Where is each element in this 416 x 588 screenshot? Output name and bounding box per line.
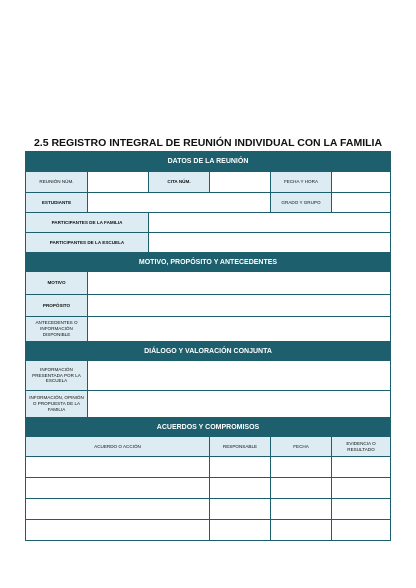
agreement-action-field[interactable] — [26, 478, 209, 498]
background-row — [26, 316, 390, 341]
appointment-number-label: CITA NÚM. — [148, 172, 209, 192]
agreement-date-field[interactable] — [270, 457, 331, 477]
meeting-number-field[interactable] — [87, 172, 148, 192]
agreement-action-field[interactable] — [26, 520, 209, 540]
agreement-action-field[interactable] — [26, 457, 209, 477]
agreement-responsible-field[interactable] — [209, 457, 270, 477]
background-field[interactable] — [87, 317, 390, 341]
section-header-motive: MOTIVO, PROPÓSITO Y ANTECEDENTES — [26, 252, 390, 272]
agreement-date-field[interactable] — [270, 478, 331, 498]
agreements-header-row — [26, 437, 390, 456]
purpose-row — [26, 294, 390, 316]
section-header-dialogue: DIÁLOGO Y VALORACIÓN CONJUNTA — [26, 341, 390, 361]
column-header-evidence: EVIDENCIA O RESULTADO — [331, 437, 390, 456]
student-field[interactable] — [87, 193, 270, 212]
grade-group-label: GRADO Y GRUPO — [270, 193, 331, 212]
meeting-record-form — [25, 151, 391, 541]
agreement-row — [26, 519, 390, 540]
motive-row — [26, 272, 390, 294]
agreement-action-field[interactable] — [26, 499, 209, 519]
school-info-row — [26, 361, 390, 390]
family-participants-row — [26, 212, 390, 232]
column-header-action: ACUERDO O ACCIÓN — [26, 437, 209, 456]
school-info-label: INFORMACIÓN PRESENTADA POR LA ESCUELA — [26, 361, 87, 390]
date-time-label: FECHA Y HORA — [270, 172, 331, 192]
date-time-field[interactable] — [331, 172, 390, 192]
agreement-row — [26, 477, 390, 498]
meeting-number-label: REUNIÓN NÚM. — [26, 172, 87, 192]
student-label: ESTUDIANTE — [26, 193, 87, 212]
school-info-field[interactable] — [87, 361, 390, 390]
agreement-row — [26, 456, 390, 477]
purpose-field[interactable] — [87, 295, 390, 316]
agreements-body — [26, 456, 390, 540]
appointment-number-field[interactable] — [209, 172, 270, 192]
agreement-responsible-field[interactable] — [209, 478, 270, 498]
agreement-responsible-field[interactable] — [209, 520, 270, 540]
family-info-row — [26, 390, 390, 417]
family-participants-field[interactable] — [148, 213, 390, 232]
agreement-date-field[interactable] — [270, 499, 331, 519]
agreement-evidence-field[interactable] — [331, 457, 390, 477]
family-participants-label: PARTICIPANTES DE LA FAMILIA — [26, 213, 148, 232]
purpose-label: PROPÓSITO — [26, 295, 87, 316]
grade-group-field[interactable] — [331, 193, 390, 212]
agreement-evidence-field[interactable] — [331, 478, 390, 498]
form-title: 2.5 REGISTRO INTEGRAL DE REUNIÓN INDIVIDUAL CON LA FAMILIA — [33, 137, 383, 149]
school-participants-field[interactable] — [148, 233, 390, 252]
background-label: ANTECEDENTES O INFORMACIÓN DISPONIBLE — [26, 317, 87, 341]
motive-label: MOTIVO — [26, 272, 87, 294]
agreement-evidence-field[interactable] — [331, 499, 390, 519]
family-info-field[interactable] — [87, 391, 390, 417]
school-participants-label: PARTICIPANTES DE LA ESCUELA — [26, 233, 148, 252]
agreement-responsible-field[interactable] — [209, 499, 270, 519]
agreement-date-field[interactable] — [270, 520, 331, 540]
student-row — [26, 192, 390, 212]
column-header-responsible: RESPONSABLE — [209, 437, 270, 456]
agreement-evidence-field[interactable] — [331, 520, 390, 540]
section-header-meeting-data: DATOS DE LA REUNIÓN — [26, 152, 390, 172]
motive-field[interactable] — [87, 272, 390, 294]
family-info-label: INFORMACIÓN, OPINIÓN O PROPUESTA DE LA FAMILIA — [26, 391, 87, 417]
meeting-number-row — [26, 172, 390, 192]
column-header-date: FECHA — [270, 437, 331, 456]
section-header-agreements: ACUERDOS Y COMPROMISOS — [26, 417, 390, 437]
school-participants-row — [26, 232, 390, 252]
agreement-row — [26, 498, 390, 519]
